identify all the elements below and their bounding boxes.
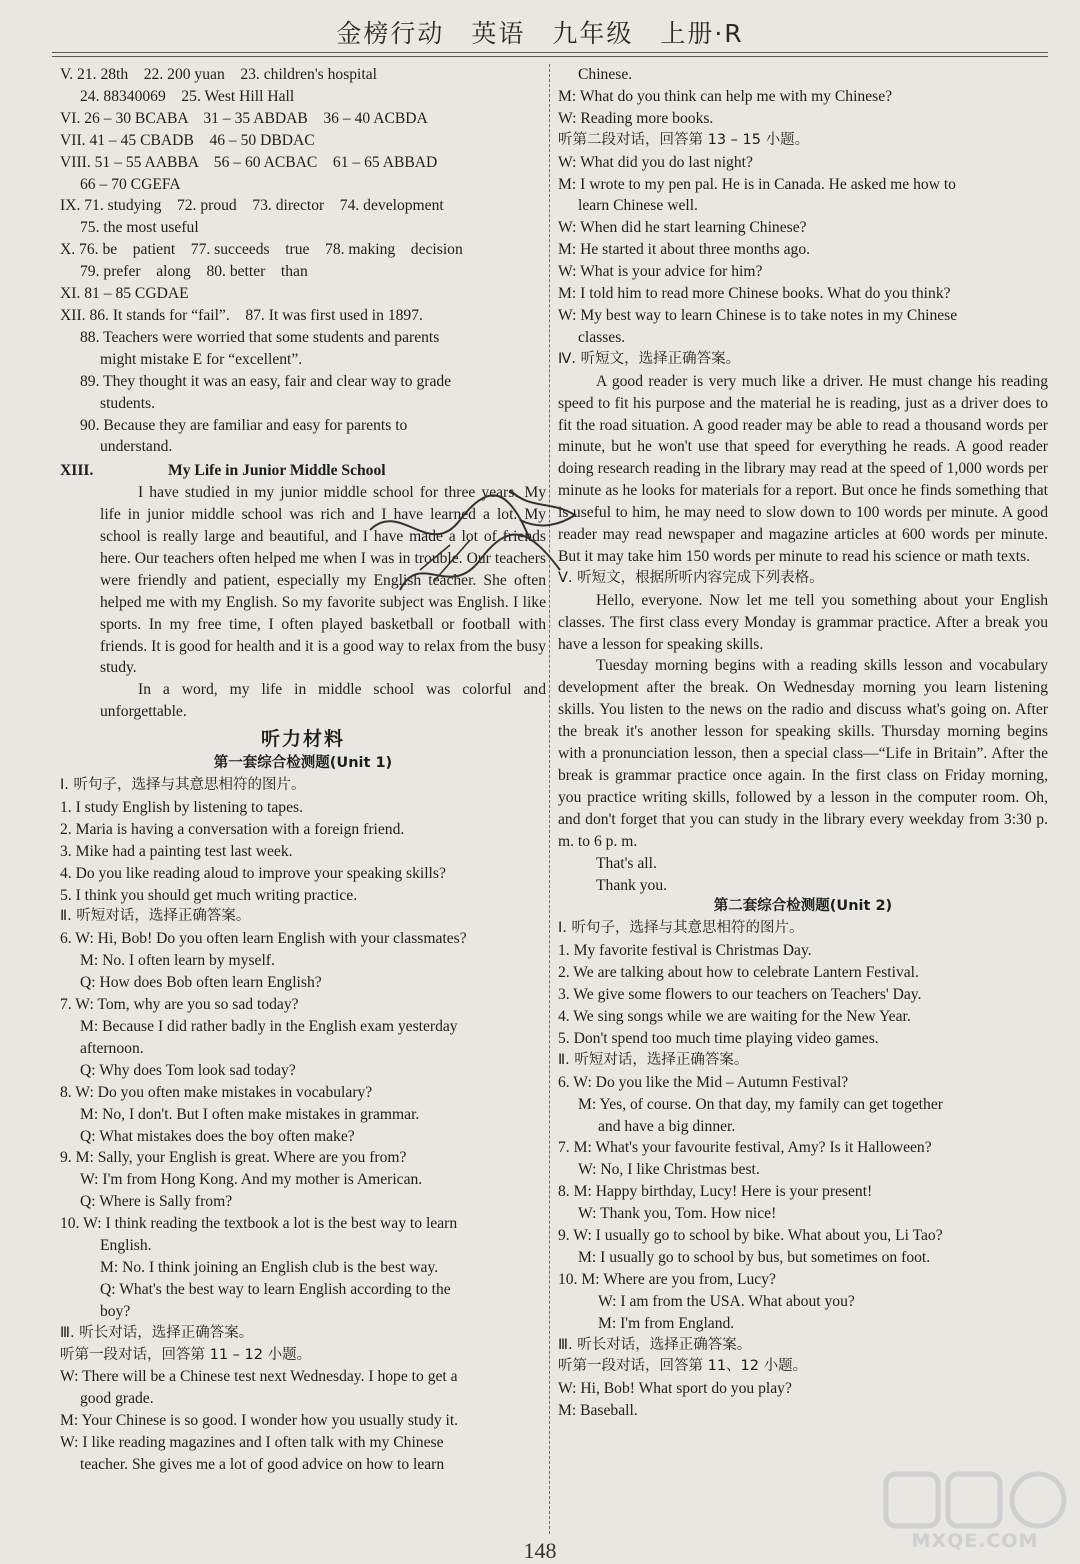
- text-line: M: What do you think can help me with my Chinese?: [558, 87, 893, 105]
- closing-2: Thank you.: [596, 876, 668, 894]
- text-line: W: Hi, Bob! What sport do you play?: [558, 1380, 792, 1398]
- essay-roman: XIII.: [60, 462, 94, 480]
- text-line: M: He started it about three months ago.: [558, 241, 811, 259]
- text-line: XII. 86. It stands for “fail”. 87. It was first used in 1897.: [60, 306, 423, 324]
- text-line: 听第二段对话，回答第 13 – 15 小题。: [558, 131, 810, 148]
- text-line: M: I'm from England.: [598, 1314, 735, 1332]
- text-line: afternoon.: [80, 1039, 144, 1057]
- text-line: W: What did you do last night?: [558, 153, 753, 171]
- text-line: M: I wrote to my pen pal. He is in Canada. He asked me how to: [558, 175, 956, 193]
- text-line: 4. We sing songs while we are waiting for the New Year.: [558, 1007, 911, 1025]
- text-line: learn Chinese well.: [578, 197, 698, 215]
- page-number: 148: [523, 1538, 557, 1563]
- text-line: W: When did he start learning Chinese?: [558, 219, 807, 237]
- essay-paragraph-2: In a word, my life in middle school was colorful and unforgettable.: [100, 681, 546, 721]
- text-line: 3. Mike had a painting test last week.: [60, 842, 293, 860]
- essay-title: My Life in Junior Middle School: [168, 462, 386, 480]
- text-line: 10. W: I think reading the textbook a lot is the best way to learn: [60, 1215, 458, 1233]
- test2-title: 第二套综合检测题(Unit 2): [713, 898, 893, 915]
- dialogue-lines: [558, 64, 1048, 371]
- text-line: 7. M: What's your favourite festival, Amy? Is it Halloween?: [558, 1139, 932, 1157]
- text-line: IX. 71. studying 72. proud 73. director 74. development: [60, 197, 444, 215]
- passage-4: A good reader is very much like a driver. He must change his reading speed to fit his purpose and the material he is reading, just as a driver does to fit the road situation. A good reader may be able to read a thousand words per minute, but he won't use that speed for everything he reads. A good reader doing research reading in the library may read at the speed of 1,000 words per minute as he looks for materials for a report. But once he finds something that is useful to him, he may need to slow down to 100 words per minute. A good reader may read newspaper and magazine articles at 600 words per minute. But it may take him 150 words per minute to read his science or math texts.: [558, 372, 1048, 565]
- text-line: W: I am from the USA. What about you?: [598, 1292, 855, 1310]
- text-line: 7. W: Tom, why are you so sad today?: [60, 996, 299, 1014]
- text-line: Ⅳ. 听短文，选择正确答案。: [558, 350, 741, 367]
- text-line: 2. Maria is having a conversation with a foreign friend.: [60, 820, 405, 838]
- header-rule: [52, 52, 1048, 53]
- text-line: Ⅲ. 听长对话，选择正确答案。: [60, 1324, 254, 1341]
- text-line: M: Your Chinese is so good. I wonder how you usually study it.: [60, 1412, 459, 1430]
- text-line: W: Thank you, Tom. How nice!: [578, 1205, 777, 1223]
- text-line: Ⅱ. 听短对话，选择正确答案。: [558, 1051, 749, 1068]
- text-line: classes.: [578, 328, 626, 346]
- test1-title: 第一套综合检测题(Unit 1): [213, 755, 393, 772]
- test2-lines: [558, 918, 1048, 1422]
- passage-5-paragraph-2: Tuesday morning begins with a reading skills lesson and vocabulary development after the break. On Wednesday morning you learn listening skills. You listen to the news on the radio and discuss what's going on. After the break it's another lesson for speaking skills. Thursday morning begins with a pronunciation lesson, then a special class—“Life in Britain”. After the break is grammar practice once again. In the first class on Friday morning, you practice writing skills, followed by a lesson in the computer room. Oh, and don't forget that you can study in the library every weekday from 3:30 p. m. to 6 p. m.: [558, 657, 1048, 850]
- text-line: 10. M: Where are you from, Lucy?: [558, 1270, 776, 1288]
- text-line: 6. W: Do you like the Mid – Autumn Festival?: [558, 1073, 849, 1091]
- text-line: 8. W: Do you often make mistakes in vocabulary?: [60, 1083, 373, 1101]
- watermark-logo-icon: [880, 1468, 1070, 1534]
- text-line: M: I told him to read more Chinese books. What do you think?: [558, 285, 951, 303]
- text-line: M: Yes, of course. On that day, my family can get together: [578, 1095, 943, 1113]
- text-line: W: What is your advice for him?: [558, 263, 763, 281]
- text-line: 24. 88340069 25. West Hill Hall: [80, 87, 295, 105]
- text-line: Q: What's the best way to learn English according to the: [100, 1280, 451, 1298]
- text-line: 3. We give some flowers to our teachers on Teachers' Day.: [558, 986, 922, 1004]
- text-line: Q: Why does Tom look sad today?: [80, 1061, 296, 1079]
- text-line: 6. W: Hi, Bob! Do you often learn English with your classmates?: [60, 930, 467, 948]
- text-line: 88. Teachers were worried that some students and parents: [80, 328, 440, 346]
- text-line: VI. 26 – 30 BCABA 31 – 35 ABDAB 36 – 40 ACBDA: [60, 109, 428, 127]
- page-header: 金榜行动 英语 九年级 上册·R: [336, 19, 744, 48]
- text-line: 2. We are talking about how to celebrate Lantern Festival.: [558, 964, 919, 982]
- text-line: V. 21. 28th 22. 200 yuan 23. children's hospital: [60, 66, 377, 83]
- text-line: 66 – 70 CGEFA: [80, 175, 181, 193]
- text-line: Ⅰ. 听句子，选择与其意思相符的图片。: [60, 777, 306, 793]
- essay-paragraph-1: I have studied in my junior middle school for three years. My life in junior middle school was rich and I have learned a lot. My school is really large and beautiful, and I have made a lot of friends here. Our teachers often helped me when I was in trouble. Our teachers were friendly and patient, especially my English teacher. She often helped me with my English. So my favorite subject was English. I like sports. In my free time, I often played basketball or football with friends. It is good for health and it is a good way to relax from the busy study.: [100, 484, 546, 677]
- text-line: Q: How does Bob often learn English?: [80, 974, 322, 992]
- text-line: 89. They thought it was an easy, fair and clear way to grade: [80, 372, 452, 390]
- text-line: XI. 81 – 85 CGDAE: [60, 285, 189, 303]
- column-divider: [549, 64, 550, 1534]
- closing-1: That's all.: [596, 854, 657, 872]
- watermark-url: MXQE.COM: [911, 1530, 1039, 1552]
- text-line: good grade.: [80, 1390, 154, 1408]
- text-line: W: My best way to learn Chinese is to take notes in my Chinese: [558, 306, 958, 324]
- passage-5-paragraph-1: Hello, everyone. Now let me tell you something about your English classes. The first class every Monday is grammar practice. After a break you have a lesson for speaking skills.: [558, 591, 1048, 653]
- listening-title: 听力材料: [260, 728, 345, 751]
- text-line: W: I'm from Hong Kong. And my mother is American.: [80, 1171, 423, 1189]
- test1-lines: [60, 775, 546, 1476]
- section-5-title: Ⅴ. 听短文，根据所听内容完成下列表格。: [558, 569, 824, 586]
- left-column: [60, 64, 546, 1476]
- header-rule-2: [52, 56, 1048, 57]
- text-line: W: Reading more books.: [558, 109, 714, 127]
- text-line: 5. Don't spend too much time playing video games.: [558, 1029, 879, 1047]
- text-line: M: Because I did rather badly in the English exam yesterday: [80, 1017, 458, 1035]
- text-line: M: I usually go to school by bus, but sometimes on foot.: [578, 1248, 931, 1266]
- text-line: VIII. 51 – 55 AABBA 56 – 60 ACBAC 61 – 65 ABBAD: [60, 153, 438, 171]
- text-line: and have a big dinner.: [598, 1117, 736, 1135]
- text-line: 79. prefer along 80. better than: [80, 263, 308, 281]
- text-line: 1. I study English by listening to tapes.: [60, 798, 303, 816]
- text-line: X. 76. be patient 77. succeeds true 78. making decision: [60, 241, 463, 259]
- handwriting-scribble: [360, 470, 590, 620]
- text-line: might mistake E for “excellent”.: [100, 350, 303, 368]
- text-line: understand.: [100, 438, 173, 456]
- text-line: M: No. I often learn by myself.: [80, 952, 275, 970]
- text-line: students.: [100, 394, 156, 412]
- text-line: 90. Because they are familiar and easy for parents to: [80, 416, 408, 434]
- answer-key-list: [60, 64, 546, 458]
- text-line: M: Baseball.: [558, 1402, 638, 1420]
- text-line: Q: Where is Sally from?: [80, 1193, 233, 1211]
- text-line: Q: What mistakes does the boy often make?: [80, 1127, 355, 1145]
- watermark-logo: [880, 1468, 1070, 1556]
- text-line: Chinese.: [578, 66, 633, 83]
- text-line: W: I like reading magazines and I often talk with my Chinese: [60, 1434, 444, 1452]
- text-line: 5. I think you should get much writing practice.: [60, 886, 358, 904]
- text-line: 8. M: Happy birthday, Lucy! Here is your present!: [558, 1183, 873, 1201]
- text-line: 1. My favorite festival is Christmas Day.: [558, 942, 812, 960]
- text-line: English.: [100, 1237, 152, 1255]
- text-line: 9. W: I usually go to school by bike. What about you, Li Tao?: [558, 1227, 943, 1245]
- text-line: 听第一段对话，回答第 11、12 小题。: [558, 1358, 808, 1375]
- text-line: 9. M: Sally, your English is great. Where are you from?: [60, 1149, 407, 1167]
- text-line: Ⅲ. 听长对话，选择正确答案。: [558, 1336, 752, 1353]
- text-line: 听第一段对话，回答第 11 – 12 小题。: [60, 1346, 312, 1363]
- text-line: Ⅰ. 听句子，选择与其意思相符的图片。: [558, 920, 804, 937]
- text-line: M: No, I don't. But I often make mistakes in grammar.: [80, 1105, 420, 1123]
- text-line: 75. the most useful: [80, 219, 199, 237]
- text-line: M: No. I think joining an English club is the best way.: [100, 1258, 439, 1276]
- text-line: boy?: [100, 1302, 131, 1320]
- right-column: [558, 64, 1048, 1422]
- text-line: VII. 41 – 45 CBADB 46 – 50 DBDAC: [60, 131, 315, 149]
- text-line: W: No, I like Christmas best.: [578, 1161, 760, 1179]
- text-line: teacher. She gives me a lot of good advice on how to learn: [80, 1456, 445, 1474]
- text-line: 4. Do you like reading aloud to improve your speaking skills?: [60, 864, 446, 882]
- text-line: Ⅱ. 听短对话，选择正确答案。: [60, 908, 251, 925]
- text-line: W: There will be a Chinese test next Wednesday. I hope to get a: [60, 1368, 458, 1386]
